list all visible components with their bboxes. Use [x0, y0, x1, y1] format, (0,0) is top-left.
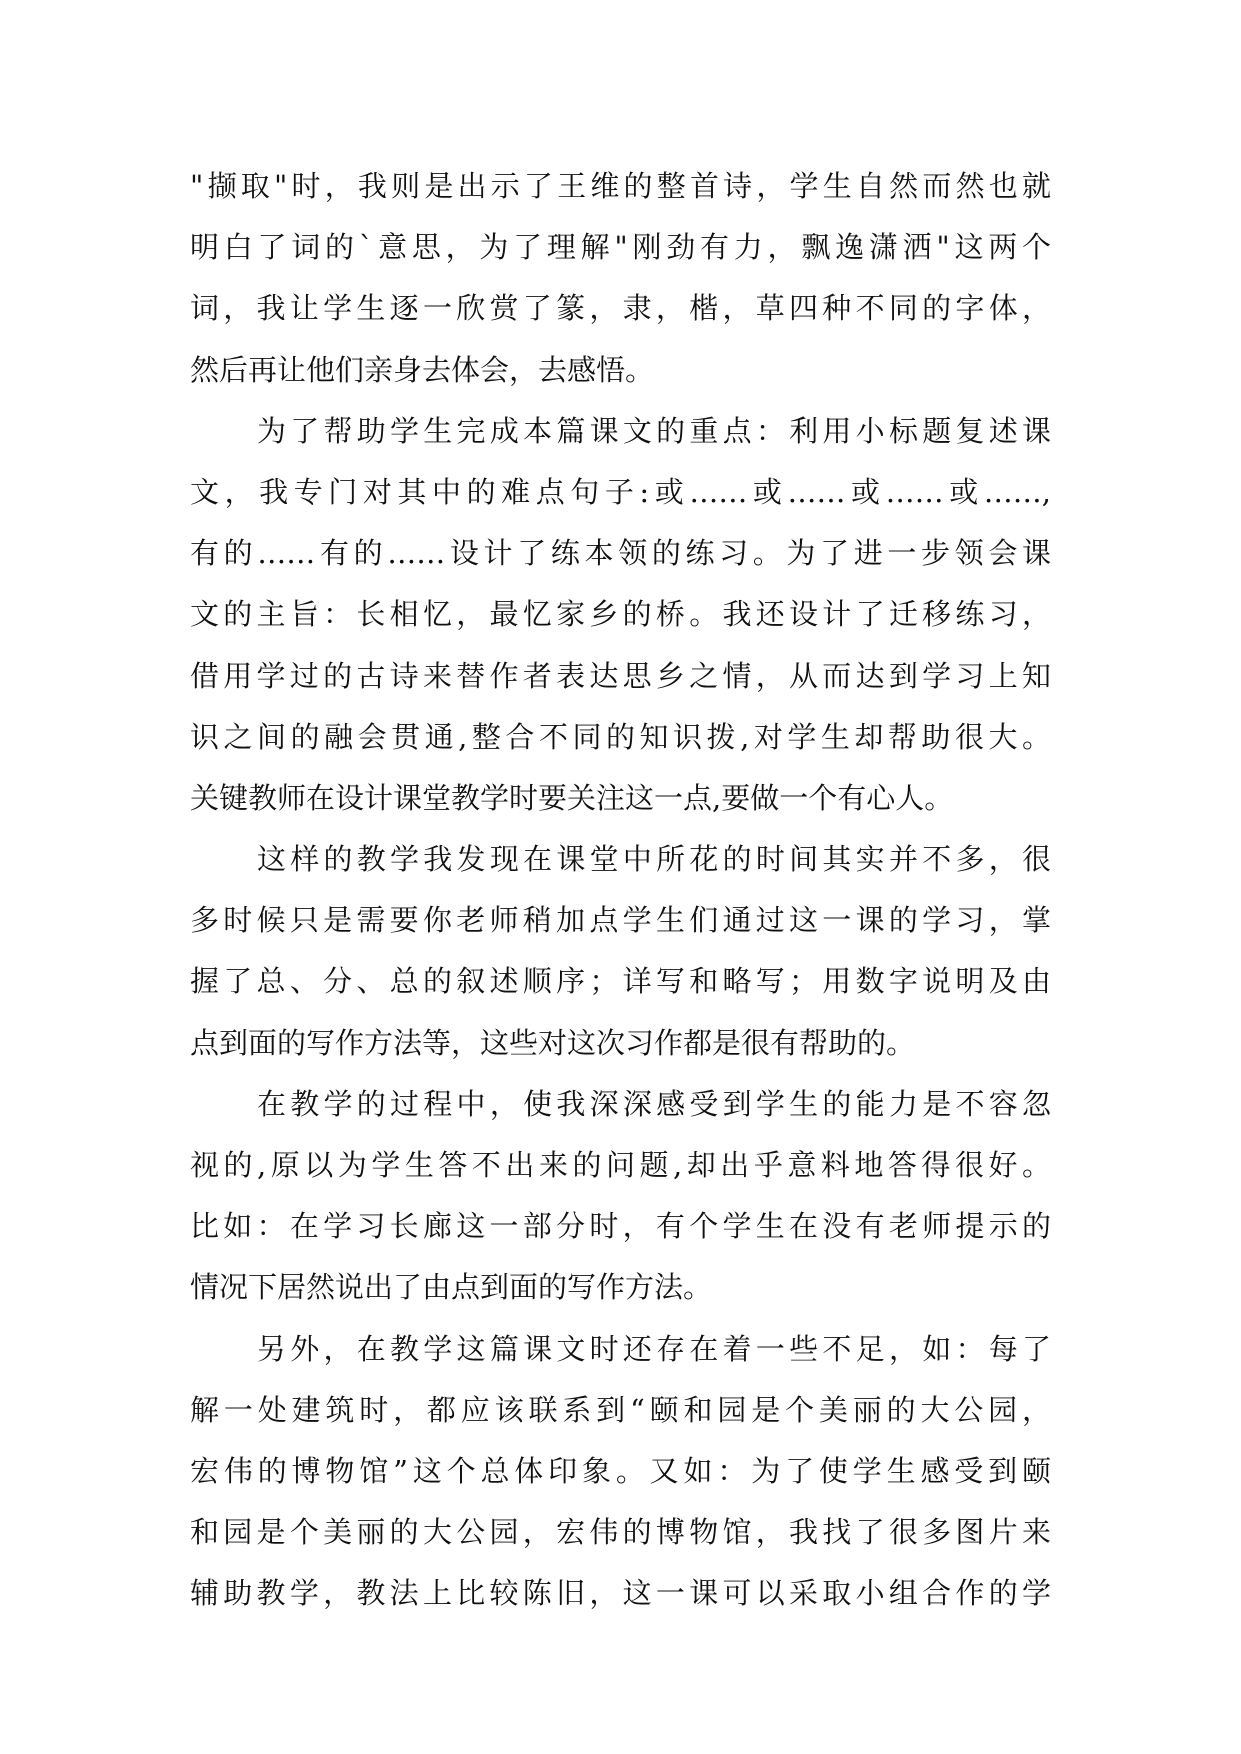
text-line: 为了帮助学生完成本篇课文的重点：利用小标题复述课 — [257, 413, 1051, 448]
text-line: 明白了词的`意思，为了理解"刚劲有力，飘逸潇洒"这两个 — [190, 230, 1051, 265]
text-line: 关键教师在设计课堂教学时要关注这一点,要做一个有心人。 — [190, 780, 954, 815]
text-line: 宏伟的博物馆”这个总体印象。又如：为了使学生感受到颐 — [190, 1453, 1051, 1488]
text-line: 解一处建筑时，都应该联系到“颐和园是个美丽的大公园， — [190, 1392, 1051, 1427]
paragraph-5 — [190, 1319, 1051, 1625]
text-line: 和园是个美丽的大公园，宏伟的博物馆，我找了很多图片来 — [190, 1515, 1051, 1550]
paragraph-3 — [190, 829, 1051, 1074]
text-line: 比如：在学习长廊这一部分时，有个学生在没有老师提示的 — [190, 1209, 1051, 1244]
text-line: 有的……有的……设计了练本领的练习。为了进一步领会课 — [190, 536, 1051, 571]
text-line: 点到面的写作方法等，这些对这次习作都是很有帮助的。 — [190, 1025, 916, 1060]
text-line: 辅助教学，教法上比较陈旧，这一课可以采取小组合作的学 — [190, 1576, 1051, 1611]
text-line: 这样的教学我发现在课堂中所花的时间其实并不多，很 — [257, 842, 1051, 877]
text-line: 在教学的过程中，使我深深感受到学生的能力是不容忽 — [257, 1086, 1051, 1121]
text-line: 视的,原以为学生答不出来的问题,却出乎意料地答得很好。 — [190, 1148, 1051, 1182]
text-line: 多时候只是需要你老师稍加点学生们通过这一课的学习，掌 — [190, 903, 1051, 938]
text-line: 文的主旨：长相忆，最忆家乡的桥。我还设计了迁移练习， — [190, 597, 1051, 632]
paragraph-4 — [190, 1074, 1051, 1319]
text-line: 文，我专门对其中的难点句子:或……或……或……或……, — [190, 474, 1051, 509]
text-line: "撷取"时，我则是出示了王维的整首诗，学生自然而然也就 — [190, 169, 1051, 203]
text-line: 情况下居然说出了由点到面的写作方法。 — [190, 1270, 713, 1305]
paragraph-1 — [190, 156, 1051, 401]
body-text — [190, 156, 1051, 1625]
text-line: 然后再让他们亲身去体会，去感悟。 — [190, 352, 655, 387]
text-line: 识之间的融会贯通,整合不同的知识拨,对学生却帮助很大。 — [190, 719, 1051, 754]
text-line: 词，我让学生逐一欣赏了篆，隶，楷，草四种不同的字体， — [190, 291, 1051, 326]
text-line: 握了总、分、总的叙述顺序；详写和略写；用数字说明及由 — [190, 964, 1051, 999]
text-line: 借用学过的古诗来替作者表达思乡之情，从而达到学习上知 — [190, 658, 1051, 693]
paragraph-2 — [190, 401, 1051, 829]
text-line: 另外，在教学这篇课文时还存在着一些不足，如：每了 — [257, 1331, 1051, 1366]
